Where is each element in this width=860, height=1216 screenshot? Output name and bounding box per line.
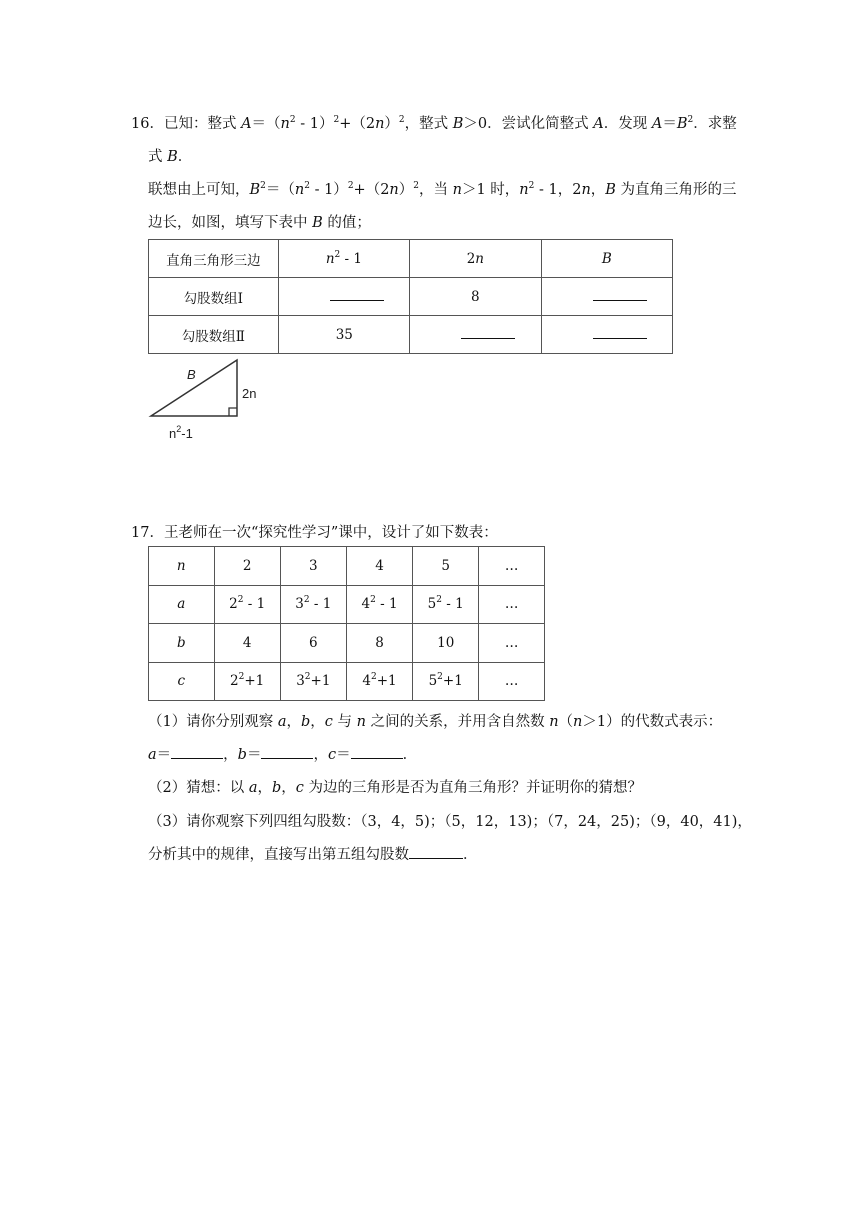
header-cell: 直角三角形三边 [149, 240, 279, 278]
table-cell: 4 [346, 547, 412, 586]
answer-blank-b[interactable] [261, 746, 313, 759]
table-cell: $3^2 - 1$ [280, 585, 346, 624]
answer-blank-cell [541, 278, 672, 316]
q16-line2: 式 B． [148, 149, 193, 165]
q16-line4: 边长，如图，填写下表中 B 的值； [148, 215, 371, 231]
table-cell: 5 [413, 547, 479, 586]
answer-blank[interactable] [593, 288, 647, 301]
table-cell: $5^2+1$ [413, 662, 479, 701]
table-cell: $2^2 - 1$ [214, 585, 280, 624]
q17-table [148, 546, 545, 701]
q17-part3-cont: 分析其中的规律，直接写出第五组勾股数 ． [148, 847, 478, 863]
height-label: 2n [242, 386, 257, 401]
table-cell: $5^2 - 1$ [413, 585, 479, 624]
q16-number: 16． [131, 116, 164, 132]
table-cell: $3^2+1$ [280, 662, 346, 701]
q17-number: 17． [131, 525, 164, 541]
header-cell: $n^2 - 1$ [278, 240, 409, 278]
table-cell: $4^2 - 1$ [346, 585, 412, 624]
answer-blank-a[interactable] [171, 746, 223, 759]
table-cell: 8 [346, 624, 412, 663]
q17-part1-answers: a＝ ，b＝ ，c＝ ． [148, 747, 418, 763]
right-triangle-figure [145, 355, 275, 447]
answer-blank-cell [541, 316, 672, 354]
table-cell: 10 [413, 624, 479, 663]
header-cell: B [541, 240, 672, 278]
q16-table [148, 239, 673, 354]
table-row [149, 585, 545, 624]
answer-blank-c[interactable] [351, 746, 403, 759]
table-row [149, 278, 673, 316]
q16-line3: 联想由上可知，$B^2=(n^2 - 1)^2+(2n)^2$，当 n＞1 时，$n^2 - 1$，2n，B 为直角三角形的三 [148, 181, 737, 198]
base-label: $n^2-1$ [169, 424, 193, 441]
table-cell: 4 [214, 624, 280, 663]
table-cell: … [479, 547, 545, 586]
table-row [149, 240, 673, 278]
row-label: 勾股数组Ⅱ [149, 316, 279, 354]
answer-blank-fifth-group[interactable] [409, 846, 463, 859]
table-row [149, 662, 545, 701]
header-cell: 2n [410, 240, 541, 278]
right-angle-mark [229, 408, 237, 416]
table-cell: … [479, 585, 545, 624]
q17-part2: （2）猜想：以 a，b，c 为边的三角形是否为直角三角形？并证明你的猜想？ [148, 780, 643, 796]
table-cell: 6 [280, 624, 346, 663]
answer-blank-cell [278, 278, 409, 316]
answer-blank[interactable] [330, 288, 384, 301]
table-row [149, 547, 545, 586]
q17-part3: （3）请你观察下列四组勾股数：（3，4，5)；（5，12，13)；（7，24，25)；（9，40，41)， [148, 814, 752, 830]
answer-blank-cell [410, 316, 541, 354]
table-row [149, 316, 673, 354]
q16-line1: 16．已知：整式 $A=(n^2 - 1)^2+(2n)^2$，整式 B＞0．尝试化简整式 A．发现 $A=B^2$．求整 [131, 115, 737, 132]
table-cell: $2^2+1$ [214, 662, 280, 701]
table-cell: $4^2+1$ [346, 662, 412, 701]
table-cell: 35 [278, 316, 409, 354]
row-label: n [149, 547, 215, 586]
q17-intro: 17．王老师在一次“探究性学习”课中，设计了如下数表： [131, 525, 498, 541]
row-label: b [149, 624, 215, 663]
hypotenuse-label: B [187, 367, 196, 382]
q17-part1: （1）请你分别观察 a，b，c 与 n 之间的关系，并用含自然数 n（n＞1）的代数式表示： [148, 714, 723, 730]
row-label: a [149, 585, 215, 624]
answer-blank[interactable] [593, 326, 647, 339]
answer-blank[interactable] [461, 326, 515, 339]
table-cell: … [479, 624, 545, 663]
table-cell: … [479, 662, 545, 701]
row-label: c [149, 662, 215, 701]
table-cell: 8 [410, 278, 541, 316]
table-row [149, 624, 545, 663]
row-label: 勾股数组Ⅰ [149, 278, 279, 316]
table-cell: 2 [214, 547, 280, 586]
table-cell: 3 [280, 547, 346, 586]
